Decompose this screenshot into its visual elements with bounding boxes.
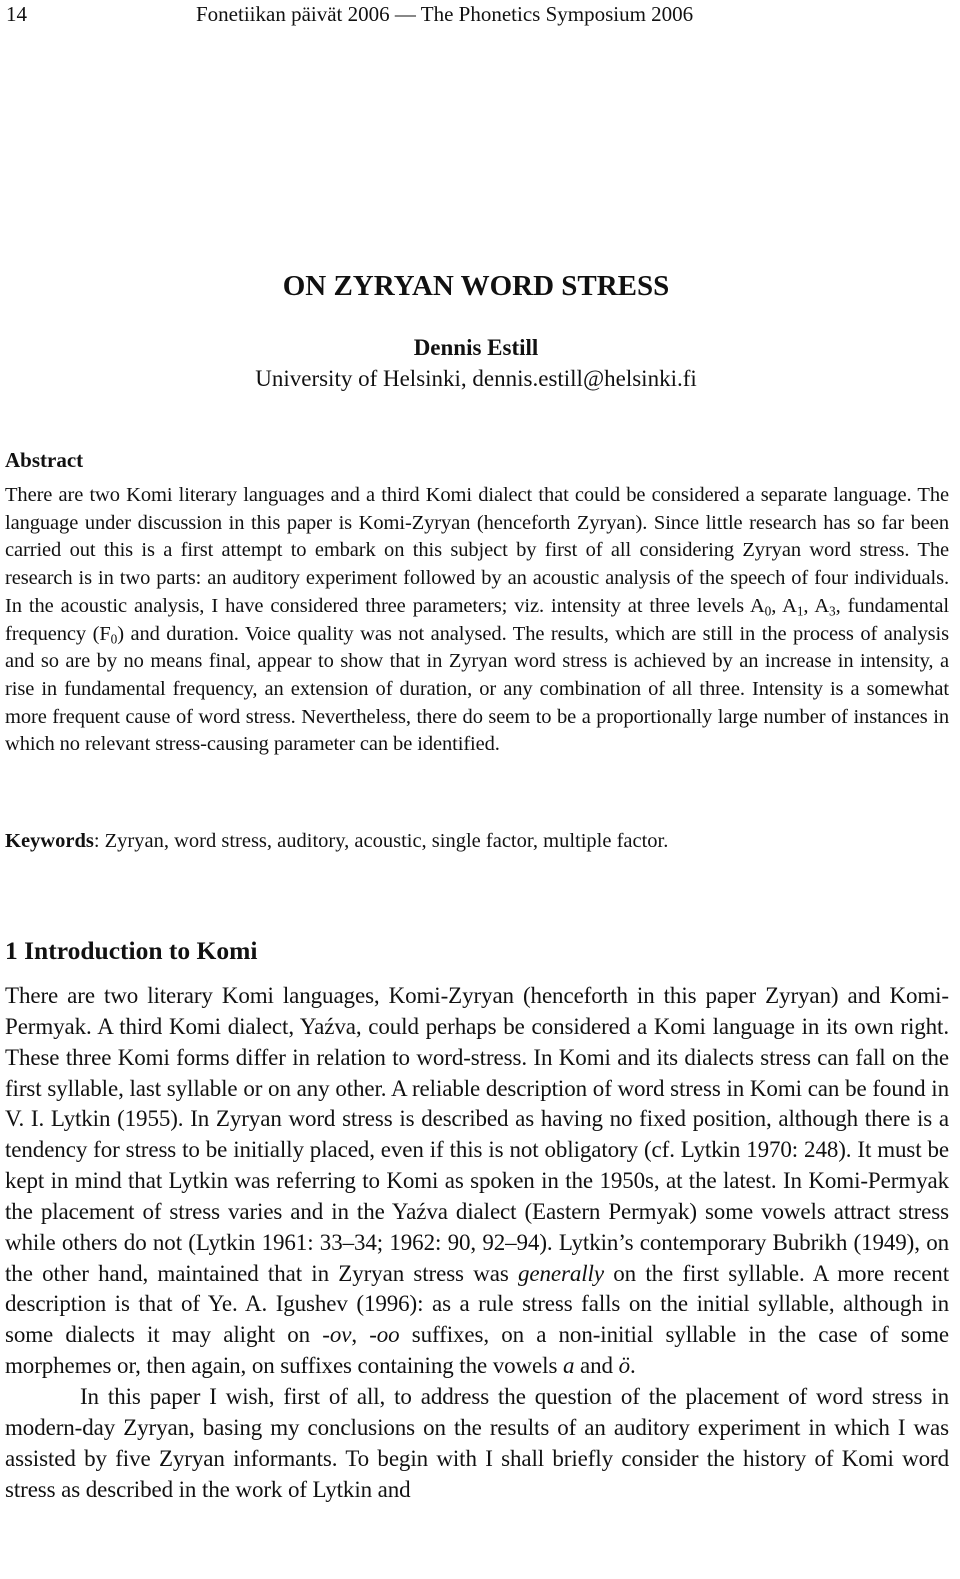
keywords	[5, 827, 949, 855]
italic-text: ö	[618, 1353, 630, 1379]
paragraph-text: .	[629, 1353, 636, 1379]
running-head-text: Fonetiikan päivät 2006 — The Phonetics Symposium 2006	[196, 2, 694, 26]
abstract-heading: Abstract	[5, 448, 84, 472]
abstract-text-part: , fundamental frequency (F	[5, 594, 949, 645]
keywords-label: Keywords	[5, 830, 94, 852]
subscript: 3	[829, 603, 836, 619]
paragraph-text: on the first syllable. A more recent description is that of Ye. A. Igushev (1996): as a rule stress falls on the initial syllable, although in some dialects it may alight on	[5, 1260, 949, 1348]
paragraph-text: and	[574, 1353, 619, 1379]
subscript: 1	[796, 603, 804, 619]
paragraph	[5, 981, 949, 1382]
abstract-text-part: There are two Komi literary languages and a third Komi dialect that could be considered a separate language. The language under discussion in this paper is Komi-Zyryan (henceforth Zyryan). Since little research has so far been carried out this is a first attempt to embark on this subject by first of all considering Zyryan word stress. The research is in two parts: an auditory experiment followed by an acoustic analysis of the speech of four individuals. In the acoustic analysis, I have considered three parameters; viz. intensity at three levels A	[5, 484, 949, 617]
paragraph-text: ,	[351, 1322, 370, 1348]
abstract-text	[5, 482, 949, 759]
page-number: 14	[6, 2, 27, 26]
subscript: 0	[764, 603, 772, 619]
paragraph: In this paper I wish, first of all, to address the question of the placement of word stress in modern-day Zyryan, basing my conclusions on the results of an auditory experiment in which I was assisted by five Zyryan informants. To begin with I shall briefly consider the history of Komi word stress as described in the work of Lytkin and	[5, 1383, 949, 1502]
italic-text: generally	[517, 1260, 604, 1286]
paper-title: ON ZYRYAN WORD STRESS	[282, 270, 670, 302]
author-name: Dennis Estill	[413, 335, 539, 360]
section-heading: 1 Introduction to Komi	[5, 936, 258, 965]
keywords-text: : Zyryan, word stress, auditory, acoustic, single factor, multiple factor.	[93, 830, 669, 852]
abstract-text-part: , A	[803, 594, 830, 617]
italic-text: a	[562, 1353, 575, 1379]
author-affiliation: University of Helsinki, dennis.estill@helsinki.fi	[255, 366, 697, 391]
abstract-text-part: ) and duration. Voice quality was not analysed. The results, which are still in the process of analysis and so are by no means final, appear to show that in Zyryan word stress is achieved by an increase in intensity, a rise in fundamental frequency, an extension of duration, or any combination of all three. Intensity is a somewhat more frequent cause of word stress. Nevertheless, there do seem to be a proportionally large number of instances in which no relevant stress-causing parameter can be identified.	[5, 622, 950, 756]
italic-text: -oo	[369, 1322, 400, 1348]
running-head	[6, 0, 960, 28]
paragraph-text: There are two literary Komi languages, Komi-Zyryan (henceforth in this paper Zyryan) and Komi-Permyak. A third Komi dialect, Yaźva, could perhaps be considered a Komi language in its own right. These three Komi forms differ in relation to word-stress. In Komi and its dialects stress can fall on the first syllable, last syllable or on any other. A reliable description of word stress in Komi can be found in V. I. Lytkin (1955). In Zyryan word stress is described as having no fixed position, although there is a tendency for stress to be initially placed, even if this is not obligatory (cf. Lytkin 1970: 248). It must be kept in mind that Lytkin was referring to Komi as spoken in the 1950s, at the latest. In Komi-Permyak the placement of stress varies and in the Yaźva dialect (Eastern Permyak) some vowels attract stress while others do not (Lytkin 1961: 33–34; 1962: 90, 92–94). Lytkin’s contemporary Bubrikh (1949), on the other hand, maintained that in Zyryan stress was	[5, 983, 949, 1286]
abstract-text-part: , A	[771, 594, 797, 617]
section-body	[5, 981, 949, 1505]
paragraph-text: suffixes, on a non-initial syllable in the case of some morphemes or, then again, on suffixes containing the vowels	[5, 1322, 949, 1379]
italic-text: -ov	[322, 1322, 352, 1348]
subscript: 0	[110, 630, 118, 646]
